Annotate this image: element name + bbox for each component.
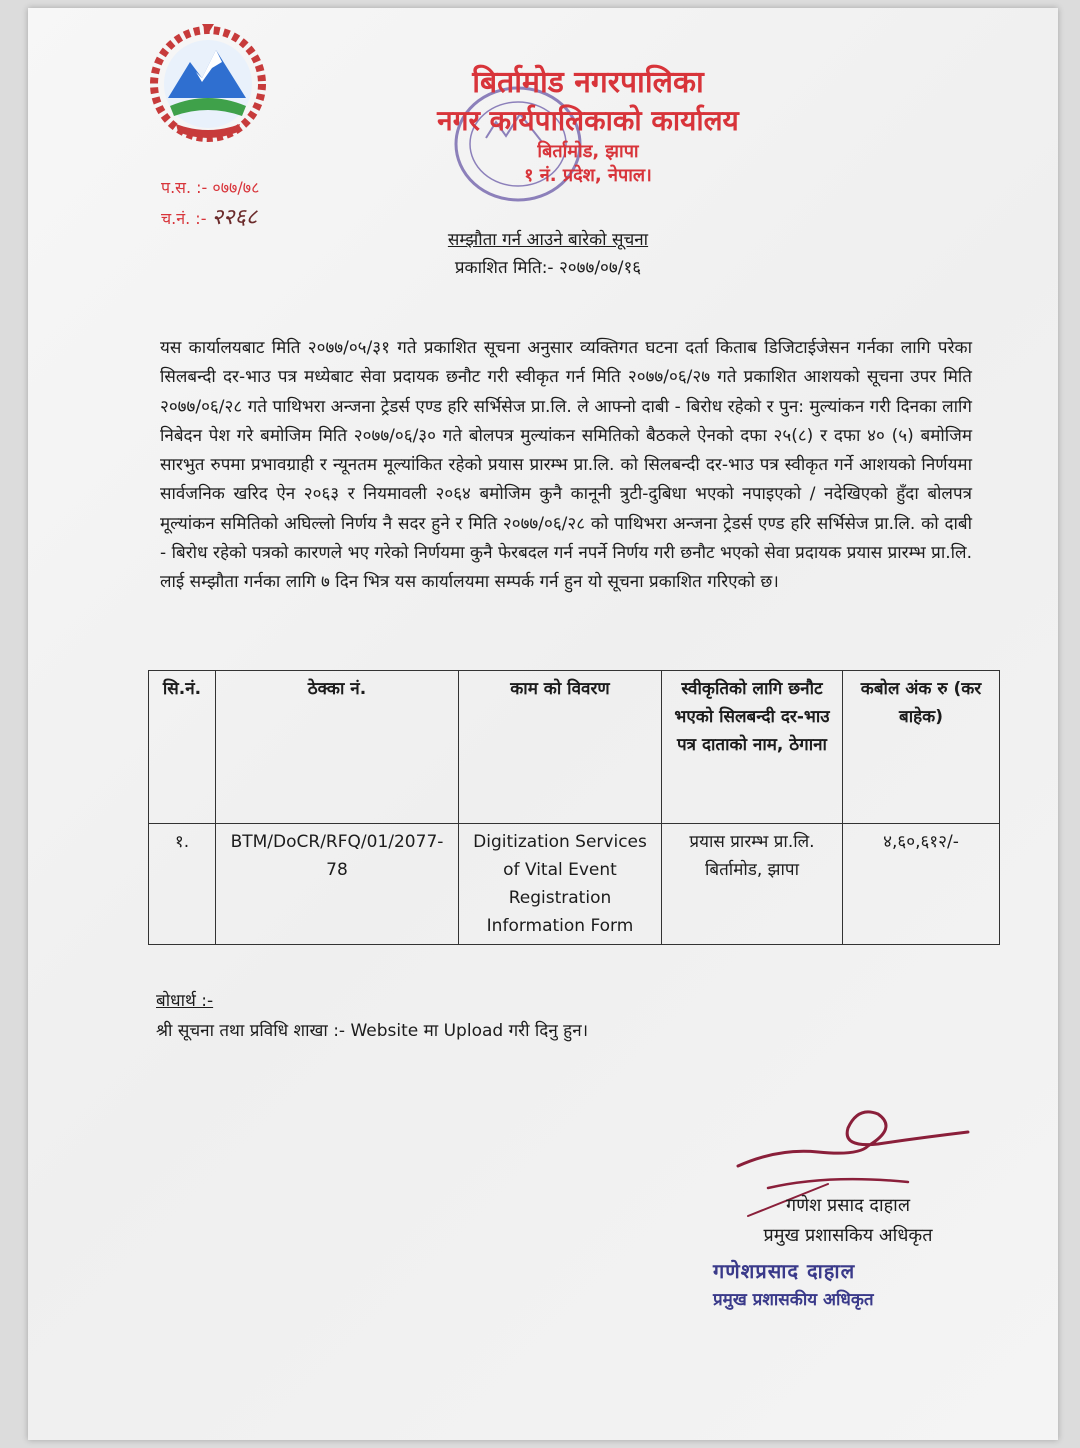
table-row [149, 824, 1000, 945]
reference-numbers [161, 173, 259, 234]
col-bidder-name: स्वीकृतिको लागि छनौट भएको सिलबन्दी दर-भाउ पत्र दाताको नाम, ठेगाना [662, 671, 843, 824]
signatory-name: गणेश प्रसाद दाहाल [785, 1195, 911, 1216]
seal-name: गणेशप्रसाद दाहाल [713, 1259, 856, 1283]
handwritten-dispatch-no: २२६८ [211, 205, 258, 230]
cell-serial: १. [149, 824, 216, 945]
col-bid-amount: कबोल अंक रु (कर बाहेक) [843, 671, 1000, 824]
notice-body: यस कार्यालयबाट मिति २०७७/०५/३१ गते प्रकाशित सूचना अनुसार व्यक्तिगत घटना दर्ता किताब डिजिटाईजेसन गर्नका लागि परेका सिलबन्दी दर-भाउ पत्र मध्येबाट सेवा प्रदायक छनौट गरी स्वीकृत गर्न मिति २०७७/०६/२७ गते प्रकाशित आशयको सूचना उपर मिति २०७७/०६/२८ गते पाथिभरा अन्जना ट्रेडर्स एण्ड हरि सर्भिसेज प्रा.लि. ले आफ्नो दाबी - बिरोध रहेको र पुन: मुल्यांकन गरी दिनका लागि निबेदन पेश गरे बमोजिम मिति २०७७/०६/३० गते बोलपत्र मुल्यांकन समितिको बैठकले ऐनको दफा २५(८) र दफा ४० (५) बमोजिम सारभुत रुपमा प्रभावग्राही र न्यूनतम मूल्यांकित रहेको प्रयास प्रारम्भ प्रा.लि. को सिलबन्दी दर-भाउ पत्र स्वीकृत गर्ने आशयको निर्णयमा सार्वजनिक खरिद ऐन २०६३ र नियमावली २०६४ बमोजिम कुनै कानूनी त्रुटी-दुबिधा भएको नपाइएको / नदेखिएको हुँदा बोलपत्र मूल्यांकन समितिको अघिल्लो निर्णय नै सदर हुने र मिति २०७७/०६/२८ को पाथिभरा अन्जना ट्रेडर्स एण्ड हरि सर्भिसेज प्रा.लि. को दाबी - बिरोध रहेको पत्रको कारणले भए गरेको निर्णयमा कुनै फेरबदल गर्न नपर्ने निर्णय गरी छनौट भएको सेवा प्रदायक प्रयास प्रारम्भ प्रा.लि. लाई सम्झौता गर्नका लागि ७ दिन भित्र यस कार्यालयमा सम्पर्क गर्न हुन यो सूचना प्रकाशित गरिएको छ। [160, 338, 972, 593]
cell-bid-amount: ४,६०,६१२/- [843, 824, 1000, 945]
office-letterhead [378, 64, 798, 188]
col-serial: सि.नं. [149, 671, 216, 824]
cc-recipient: श्री सूचना तथा प्रविधि शाखा :- Website मा Upload गरी दिनु हुन। [156, 1021, 589, 1041]
letter-serial: प.स. :- ०७७/७८ [161, 178, 260, 197]
office-city: बिर्तामोड, झापा [537, 141, 639, 162]
notice-title: सम्झौता गर्न आउने बारेको सूचना [447, 230, 649, 250]
signatory-block [718, 1191, 978, 1251]
cc-header: बोधार्थ :- [156, 991, 214, 1011]
name-seal [713, 1256, 913, 1314]
cell-work-description: Digitization Services of Vital Event Registration Information Form [459, 824, 662, 945]
municipality-name: बिर्तामोड नगरपालिका [472, 65, 704, 100]
notice-heading [388, 226, 708, 282]
cell-contract-no: BTM/DoCR/RFQ/01/2077-78 [216, 824, 459, 945]
letter-page [28, 8, 1058, 1440]
dispatch-number: च.नं. :- २२६८ [161, 205, 258, 230]
cell-bidder-name: प्रयास प्रारम्भ प्रा.लि. बिर्तामोड, झापा [662, 824, 843, 945]
office-name: नगर कार्यपालिकाको कार्यालय [437, 104, 739, 137]
seal-title: प्रमुख प्रशासकीय अधिकृत [713, 1290, 874, 1310]
col-contract-no: ठेक्का नं. [216, 671, 459, 824]
signatory-title: प्रमुख प्रशासकिय अधिकृत [763, 1225, 933, 1246]
nepal-emblem-icon [146, 20, 270, 144]
col-work-description: काम को विवरण [459, 671, 662, 824]
cc-section [156, 986, 588, 1046]
contract-table [148, 670, 1000, 945]
fiscal-year: ०७७/७८ [212, 178, 260, 197]
office-province: १ नं. प्रदेश, नेपाल। [524, 165, 652, 186]
publish-date: प्रकाशित मिति:- २०७७/०७/१६ [454, 258, 642, 278]
table-header-row [149, 671, 1000, 824]
